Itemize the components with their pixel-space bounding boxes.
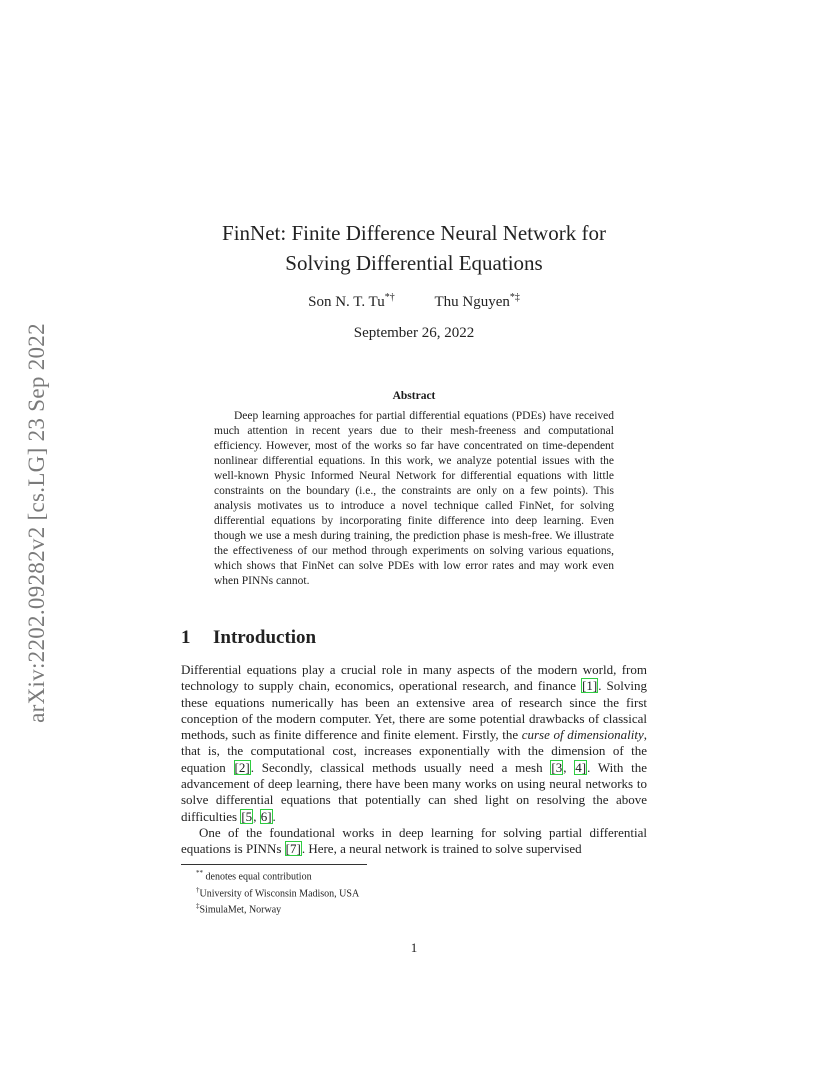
paper-title: [150, 218, 678, 278]
author-name: Thu Nguyen: [434, 294, 510, 310]
footnote-text: University of Wisconsin Madison, USA: [199, 887, 360, 899]
text-run: ,: [253, 808, 260, 824]
author: [308, 292, 395, 311]
title-line-2: Solving Differential Equations: [285, 251, 543, 275]
page-number: 1: [410, 940, 418, 955]
footnotes: [196, 867, 359, 917]
footnote: [196, 884, 359, 901]
author-marks: *†: [384, 292, 395, 303]
text-run: . Here, a neural network is trained to solve supervised: [301, 841, 582, 857]
footnote-mark: †: [196, 885, 200, 894]
citation-link[interactable]: [3: [551, 759, 563, 775]
section-number: 1: [181, 627, 191, 648]
text-run: ,: [563, 759, 575, 775]
text-run: . Secondly, classical methods usually need a mesh: [250, 759, 551, 775]
paper-date: September 26, 2022: [353, 325, 475, 341]
footnote-rule: [181, 864, 367, 865]
author-name: Son N. T. Tu: [308, 294, 385, 310]
emphasis: curse of dimensionality: [521, 727, 644, 743]
citation-link[interactable]: 4]: [575, 759, 587, 775]
footnote-mark: **: [196, 869, 203, 877]
citation-link[interactable]: [5: [241, 808, 253, 824]
section-title: Introduction: [213, 627, 317, 648]
abstract-text: Deep learning approaches for partial differential equations (PDEs) have received much attention in recent years due to their mesh-freeness and computational efficiency. However, most of the works so far have concentrated on time-dependent nonlinear differential equations. In this work, we analyze potential issues with the well-known Physic Informed Neural Network for differential equations with little constraints on the boundary (i.e., the constraints are only on a few points). This analysis motivates us to introduce a novel technique called FinNet, for solving differential equations by incorporating finite difference into deep learning. Even though we use a mesh during training, the prediction phase is mesh-free. We illustrate the effectiveness of our method through experiments on solving various equations, which shows that FinNet can solve PDEs with low error rates and may work even when PINNs cannot.: [214, 410, 614, 587]
arxiv-identifier-stamp: [22, 286, 52, 760]
paragraph: [181, 662, 647, 825]
footnote: [196, 867, 359, 884]
citation-link[interactable]: [7]: [285, 841, 301, 857]
citation-link[interactable]: 6]: [260, 808, 272, 824]
body-text: [181, 662, 647, 858]
author-marks: *‡: [509, 292, 520, 303]
text-run: , that is, the computational cost, increases exponentially with the dimension of the equation: [181, 727, 647, 775]
text-run: . Solving these equations numerically has been an extensive area of research since the first conception of the modern computer. Yet, there are some potential drawbacks of classical methods, such as finite difference and finite element. Firstly, the: [181, 678, 647, 743]
title-line-1: FinNet: Finite Difference Neural Network for: [222, 221, 606, 245]
author: [434, 292, 519, 311]
citation-link[interactable]: [1]: [582, 678, 598, 694]
footnote-text: denotes equal contribution: [203, 871, 312, 883]
text-run: . With the advancement of deep learning, there have been many works on using neural networks to solve differential equations that potentially can shed light on resolving the above difficulties: [181, 759, 648, 824]
paragraph: [181, 825, 647, 858]
footnote-text: SimulaMet, Norway: [199, 904, 282, 916]
footnote: [196, 900, 359, 917]
section-heading: [181, 627, 316, 649]
citation-link[interactable]: [2]: [234, 759, 250, 775]
arxiv-stamp-text: arXiv:2202.09282v2 [cs.LG] 23 Sep 2022: [24, 323, 49, 723]
abstract-heading: Abstract: [392, 390, 436, 402]
author-list: [150, 292, 678, 311]
footnote-mark: ‡: [196, 902, 200, 911]
text-run: One of the foundational works in deep learning for solving partial differential equations is PINNs: [181, 824, 647, 857]
text-run: .: [272, 808, 276, 824]
text-run: Differential equations play a crucial role in many aspects of the modern world, from technology to supply chain, economics, operational research, and finance: [181, 662, 647, 694]
